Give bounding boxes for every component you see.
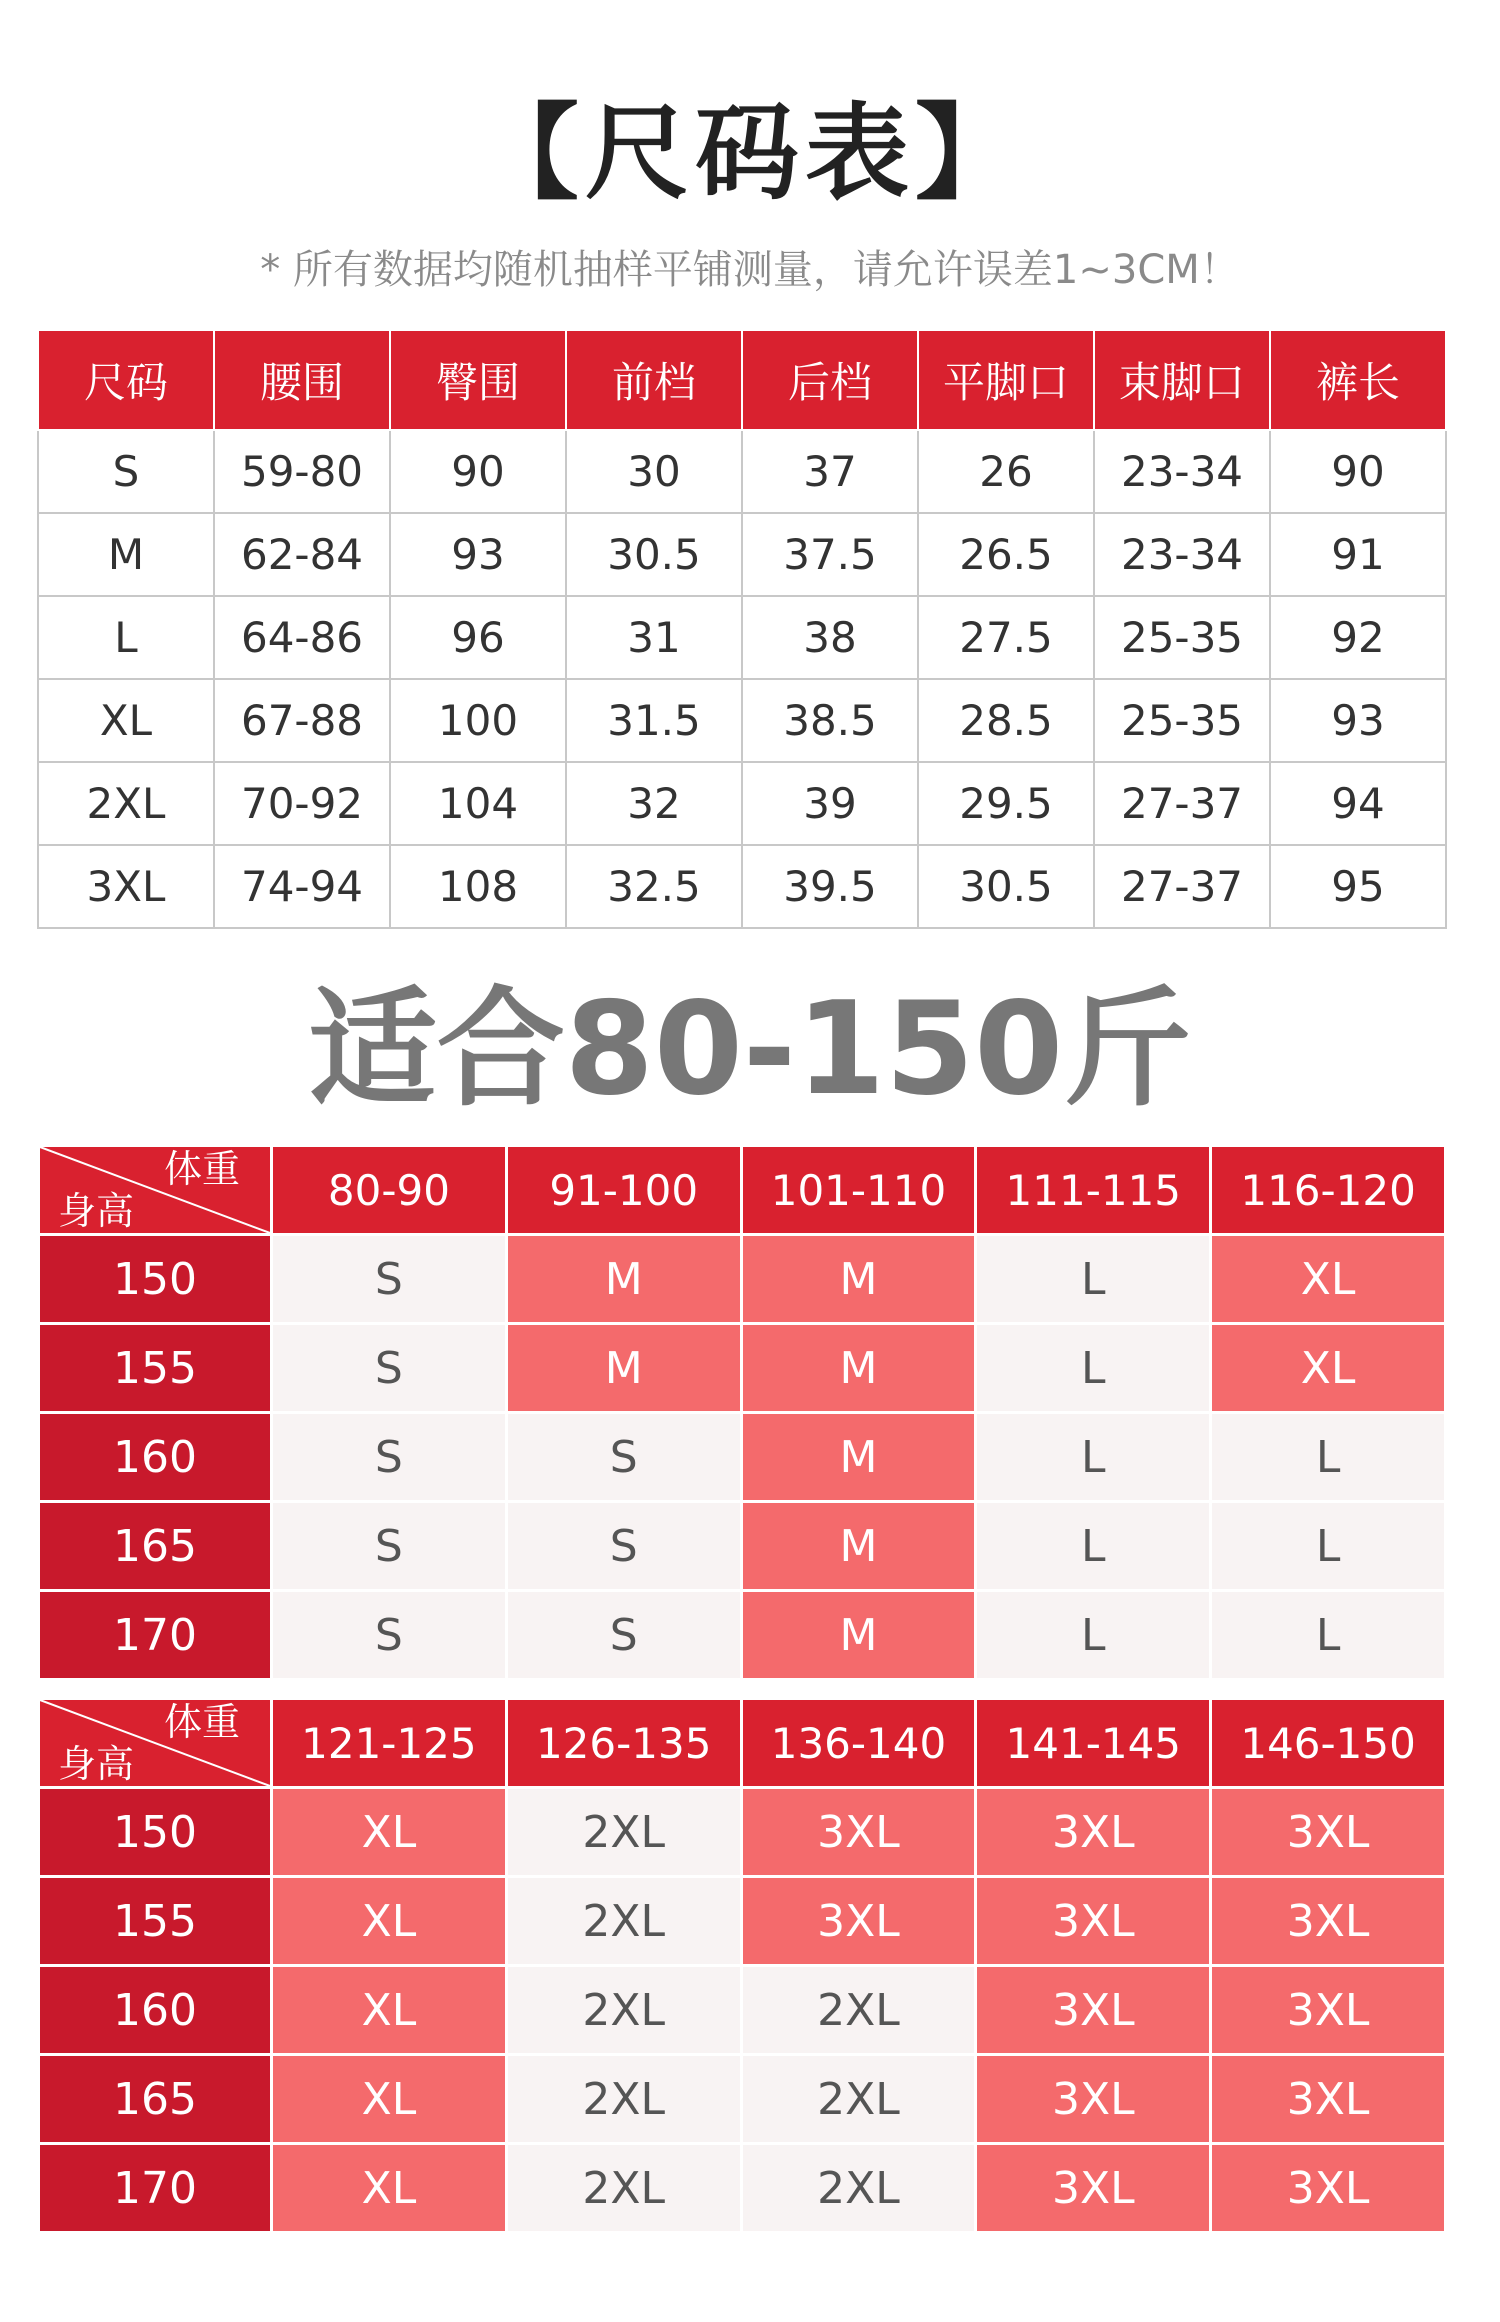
recommended-size-cell: XL — [272, 1788, 507, 1877]
recommended-size-cell: M — [506, 1324, 741, 1413]
measurement-cell: 64-86 — [214, 596, 390, 679]
measurement-cell: 31 — [566, 596, 742, 679]
recommended-size-cell: 3XL — [741, 1788, 976, 1877]
recommended-size-cell: L — [976, 1591, 1211, 1680]
measurement-cell: 26 — [918, 430, 1094, 513]
corner-weight-label: 体重 — [163, 1700, 240, 1744]
weight-range-banner: 适合80-150斤 — [308, 975, 1192, 1124]
rec-row — [39, 1324, 1446, 1413]
measurement-cell: 23-34 — [1094, 513, 1270, 596]
recommended-size-cell: 3XL — [741, 1877, 976, 1966]
measurement-cell: 59-80 — [214, 430, 390, 513]
measurement-cell: 25-35 — [1094, 679, 1270, 762]
measurement-cell: 37.5 — [742, 513, 918, 596]
recommended-size-cell: S — [272, 1324, 507, 1413]
recommended-size-cell: XL — [272, 2144, 507, 2233]
rec-corner-cell — [39, 1699, 272, 1788]
recommended-size-cell: 2XL — [741, 1966, 976, 2055]
weight-range-header: 80-90 — [272, 1146, 507, 1235]
recommended-size-cell: S — [272, 1591, 507, 1680]
rec-row — [39, 1788, 1446, 1877]
measurement-cell: 25-35 — [1094, 596, 1270, 679]
header-cuffed-hem: 束脚口 — [1094, 331, 1270, 430]
header-front-rise: 前档 — [566, 331, 742, 430]
size-label-cell: M — [38, 513, 214, 596]
measurement-cell: 30.5 — [566, 513, 742, 596]
height-label-cell: 165 — [39, 2055, 272, 2144]
recommended-size-cell: XL — [272, 1966, 507, 2055]
height-label-cell: 150 — [39, 1235, 272, 1324]
header-back-rise: 后档 — [742, 331, 918, 430]
measurement-cell: 67-88 — [214, 679, 390, 762]
recommended-size-cell: M — [506, 1235, 741, 1324]
rec-row — [39, 1413, 1446, 1502]
rec-row — [39, 1966, 1446, 2055]
recommended-size-cell: 3XL — [1211, 1877, 1446, 1966]
height-label-cell: 155 — [39, 1324, 272, 1413]
weight-range-header: 91-100 — [506, 1146, 741, 1235]
rec-header-row — [39, 1699, 1446, 1788]
recommended-size-cell: L — [1211, 1591, 1446, 1680]
size-chart-header-row — [38, 331, 1446, 430]
page-title: 【尺码表】 — [474, 92, 1025, 214]
recommended-size-cell: 2XL — [741, 2144, 976, 2233]
weight-range-header: 121-125 — [272, 1699, 507, 1788]
recommended-size-cell: S — [272, 1235, 507, 1324]
recommended-size-cell: XL — [1211, 1235, 1446, 1324]
recommended-size-cell: M — [741, 1324, 976, 1413]
measurement-cell: 30 — [566, 430, 742, 513]
rec-row — [39, 2055, 1446, 2144]
height-label-cell: 160 — [39, 1966, 272, 2055]
size-label-cell: 2XL — [38, 762, 214, 845]
recommended-size-cell: 2XL — [506, 1966, 741, 2055]
weight-range-header: 141-145 — [976, 1699, 1211, 1788]
rec-row — [39, 1591, 1446, 1680]
measurement-cell: 37 — [742, 430, 918, 513]
weight-range-header: 101-110 — [741, 1146, 976, 1235]
recommended-size-cell: 2XL — [506, 1788, 741, 1877]
recommended-size-cell: 3XL — [1211, 1788, 1446, 1877]
measurement-cell: 90 — [1270, 430, 1446, 513]
recommended-size-cell: L — [976, 1235, 1211, 1324]
rec-row — [39, 1502, 1446, 1591]
measurement-cell: 96 — [390, 596, 566, 679]
measurement-cell: 27.5 — [918, 596, 1094, 679]
recommended-size-cell: 3XL — [1211, 2055, 1446, 2144]
header-waist: 腰围 — [214, 331, 390, 430]
recommended-size-cell: XL — [272, 2055, 507, 2144]
weight-range-header: 111-115 — [976, 1146, 1211, 1235]
weight-range-header: 146-150 — [1211, 1699, 1446, 1788]
recommended-size-cell: 3XL — [976, 2055, 1211, 2144]
recommended-size-cell: 3XL — [976, 1877, 1211, 1966]
recommended-size-cell: S — [506, 1413, 741, 1502]
size-row — [38, 679, 1446, 762]
recommended-size-cell: 2XL — [741, 2055, 976, 2144]
recommended-size-cell: XL — [272, 1877, 507, 1966]
corner-height-label: 身高 — [58, 1189, 135, 1233]
measurement-cell: 31.5 — [566, 679, 742, 762]
recommended-size-cell: L — [1211, 1413, 1446, 1502]
rec-row — [39, 1235, 1446, 1324]
measurement-cell: 27-37 — [1094, 762, 1270, 845]
measurement-cell: 26.5 — [918, 513, 1094, 596]
weight-range-header: 116-120 — [1211, 1146, 1446, 1235]
measurement-cell: 92 — [1270, 596, 1446, 679]
measurement-cell: 32 — [566, 762, 742, 845]
weight-range-header: 136-140 — [741, 1699, 976, 1788]
header-size: 尺码 — [38, 331, 214, 430]
measurement-cell: 30.5 — [918, 845, 1094, 928]
rec-corner-cell — [39, 1146, 272, 1235]
recommended-size-cell: 2XL — [506, 2144, 741, 2233]
height-label-cell: 160 — [39, 1413, 272, 1502]
height-label-cell: 170 — [39, 1591, 272, 1680]
recommended-size-cell: S — [272, 1413, 507, 1502]
measurement-cell: 39 — [742, 762, 918, 845]
measurement-cell: 38.5 — [742, 679, 918, 762]
recommended-size-cell: L — [1211, 1502, 1446, 1591]
recommended-size-cell: 2XL — [506, 1877, 741, 1966]
recommended-size-cell: L — [976, 1502, 1211, 1591]
measurement-cell: 93 — [1270, 679, 1446, 762]
rec-row — [39, 2144, 1446, 2233]
measurement-cell: 93 — [390, 513, 566, 596]
header-hip: 臀围 — [390, 331, 566, 430]
size-recommendation-table-2 — [37, 1697, 1447, 2234]
measurement-cell: 91 — [1270, 513, 1446, 596]
measurement-cell: 74-94 — [214, 845, 390, 928]
recommended-size-cell: M — [741, 1502, 976, 1591]
recommended-size-cell: 3XL — [976, 1788, 1211, 1877]
recommended-size-cell: 3XL — [1211, 1966, 1446, 2055]
measurement-cell: 104 — [390, 762, 566, 845]
recommended-size-cell: S — [272, 1502, 507, 1591]
size-chart-table — [37, 331, 1447, 929]
size-row — [38, 430, 1446, 513]
recommended-size-cell: M — [741, 1413, 976, 1502]
measurement-cell: 27-37 — [1094, 845, 1270, 928]
height-label-cell: 165 — [39, 1502, 272, 1591]
size-label-cell: 3XL — [38, 845, 214, 928]
size-recommendation-table-1 — [37, 1144, 1447, 1681]
measurement-cell: 70-92 — [214, 762, 390, 845]
size-row — [38, 513, 1446, 596]
recommended-size-cell: XL — [1211, 1324, 1446, 1413]
header-flat-hem: 平脚口 — [918, 331, 1094, 430]
measurement-cell: 90 — [390, 430, 566, 513]
corner-height-label: 身高 — [58, 1742, 135, 1786]
measurement-cell: 28.5 — [918, 679, 1094, 762]
recommended-size-cell: S — [506, 1502, 741, 1591]
measurement-cell: 39.5 — [742, 845, 918, 928]
measurement-cell: 38 — [742, 596, 918, 679]
measurement-cell: 32.5 — [566, 845, 742, 928]
measurement-cell: 94 — [1270, 762, 1446, 845]
header-pants-length: 裤长 — [1270, 331, 1446, 430]
recommended-size-cell: 2XL — [506, 2055, 741, 2144]
corner-weight-label: 体重 — [163, 1147, 240, 1191]
recommended-size-cell: M — [741, 1235, 976, 1324]
measurement-cell: 95 — [1270, 845, 1446, 928]
recommended-size-cell: 3XL — [1211, 2144, 1446, 2233]
size-row — [38, 596, 1446, 679]
measurement-cell: 23-34 — [1094, 430, 1270, 513]
recommended-size-cell: S — [506, 1591, 741, 1680]
measurement-cell: 62-84 — [214, 513, 390, 596]
size-label-cell: L — [38, 596, 214, 679]
rec-header-row — [39, 1146, 1446, 1235]
weight-range-header: 126-135 — [506, 1699, 741, 1788]
recommended-size-cell: L — [976, 1413, 1211, 1502]
recommended-size-cell: L — [976, 1324, 1211, 1413]
height-label-cell: 150 — [39, 1788, 272, 1877]
recommended-size-cell: M — [741, 1591, 976, 1680]
recommended-size-cell: 3XL — [976, 1966, 1211, 2055]
measurement-note: * 所有数据均随机抽样平铺测量，请允许误差1~3CM！ — [260, 247, 1240, 293]
measurement-cell: 100 — [390, 679, 566, 762]
measurement-cell: 29.5 — [918, 762, 1094, 845]
height-label-cell: 170 — [39, 2144, 272, 2233]
size-label-cell: S — [38, 430, 214, 513]
size-row — [38, 762, 1446, 845]
size-row — [38, 845, 1446, 928]
rec-row — [39, 1877, 1446, 1966]
measurement-cell: 108 — [390, 845, 566, 928]
recommended-size-cell: 3XL — [976, 2144, 1211, 2233]
size-label-cell: XL — [38, 679, 214, 762]
height-label-cell: 155 — [39, 1877, 272, 1966]
